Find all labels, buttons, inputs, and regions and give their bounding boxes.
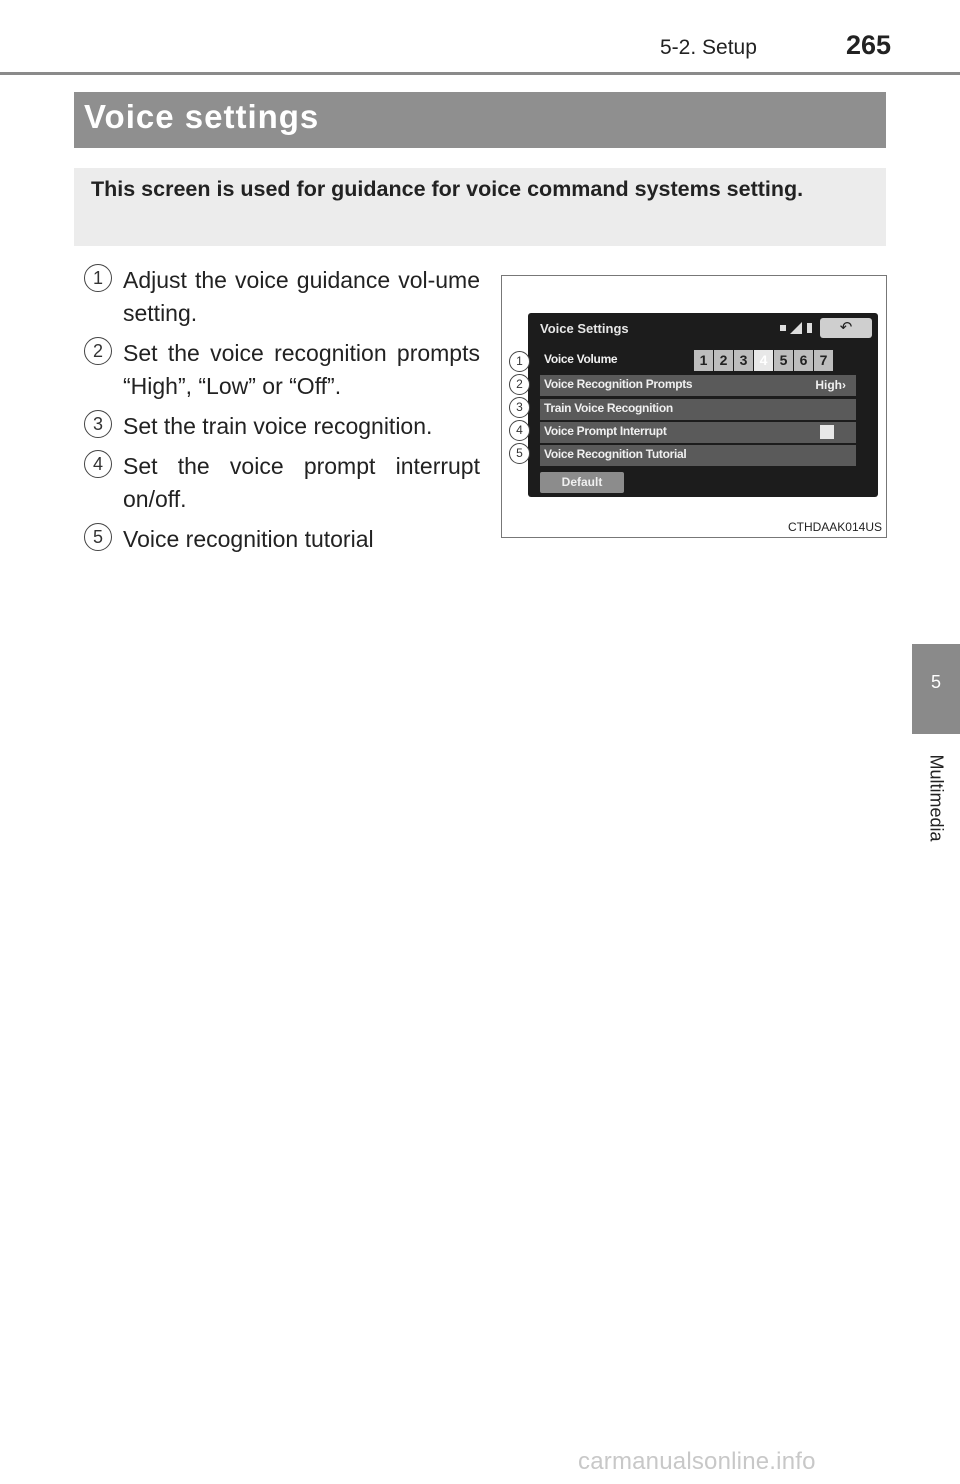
screen-illustration <box>501 275 887 538</box>
volume-level-5[interactable]: 5 <box>774 350 793 371</box>
list-item-text: Set the train voice recognition. <box>123 413 433 439</box>
intro-text: This screen is used for guidance for voice command systems setting. <box>91 177 804 201</box>
return-arrow-icon[interactable]: ↶ <box>820 318 872 338</box>
number-badge-3: 3 <box>84 410 112 438</box>
callout-1: 1 <box>509 351 530 372</box>
figure-code: CTHDAAK014US <box>787 520 882 534</box>
chapter-label: Multimedia <box>926 754 947 842</box>
list-item-text: Adjust the voice guidance vol-ume setting. <box>123 267 480 326</box>
volume-level-1[interactable]: 1 <box>694 350 713 371</box>
section-title: Voice settings <box>84 98 320 135</box>
volume-level-4[interactable]: 4 <box>754 350 773 371</box>
section-title-band <box>74 92 886 148</box>
header-rule <box>0 72 960 75</box>
callout-4: 4 <box>509 420 530 441</box>
checkbox-icon[interactable] <box>820 425 834 439</box>
voice-settings-screen <box>528 313 878 497</box>
voice-volume-row <box>540 350 856 371</box>
row-label: Voice Volume <box>544 352 618 366</box>
page-number: 265 <box>846 30 892 60</box>
volume-level-7[interactable]: 7 <box>814 350 833 371</box>
running-header-section: 5-2. Setup <box>660 36 757 59</box>
callout-5: 5 <box>509 443 530 464</box>
list-item-text: Voice recognition tutorial <box>123 526 374 552</box>
number-badge-2: 2 <box>84 337 112 365</box>
row-value: High› <box>815 378 846 392</box>
number-badge-4: 4 <box>84 450 112 478</box>
voice-recognition-prompts-row[interactable] <box>540 375 856 396</box>
row-label: Voice Recognition Tutorial <box>544 447 687 461</box>
callout-2: 2 <box>509 374 530 395</box>
number-badge-5: 5 <box>84 523 112 551</box>
row-label: Voice Recognition Prompts <box>544 377 693 391</box>
intro-box <box>74 168 886 246</box>
train-voice-recognition-row[interactable] <box>540 399 856 420</box>
volume-level-6[interactable]: 6 <box>794 350 813 371</box>
volume-level-2[interactable]: 2 <box>714 350 733 371</box>
watermark: carmanualsonline.info <box>578 1448 816 1475</box>
volume-level-3[interactable]: 3 <box>734 350 753 371</box>
screen-title: Voice Settings <box>540 321 629 336</box>
chapter-tab <box>912 644 960 734</box>
signal-status-icon <box>780 322 816 334</box>
list-item-text: Set the voice prompt interrupt on/off. <box>123 453 480 512</box>
callout-3: 3 <box>509 397 530 418</box>
default-button[interactable]: Default <box>540 472 624 493</box>
row-label: Voice Prompt Interrupt <box>544 424 667 438</box>
volume-selector <box>694 350 834 371</box>
voice-recognition-tutorial-row[interactable] <box>540 445 856 466</box>
chapter-number: 5 <box>930 672 941 692</box>
voice-prompt-interrupt-row[interactable] <box>540 422 856 443</box>
row-label: Train Voice Recognition <box>544 401 673 415</box>
number-badge-1: 1 <box>84 264 112 292</box>
list-item-text: Set the voice recognition prompts “High”, “Low” or “Off”. <box>123 340 480 399</box>
